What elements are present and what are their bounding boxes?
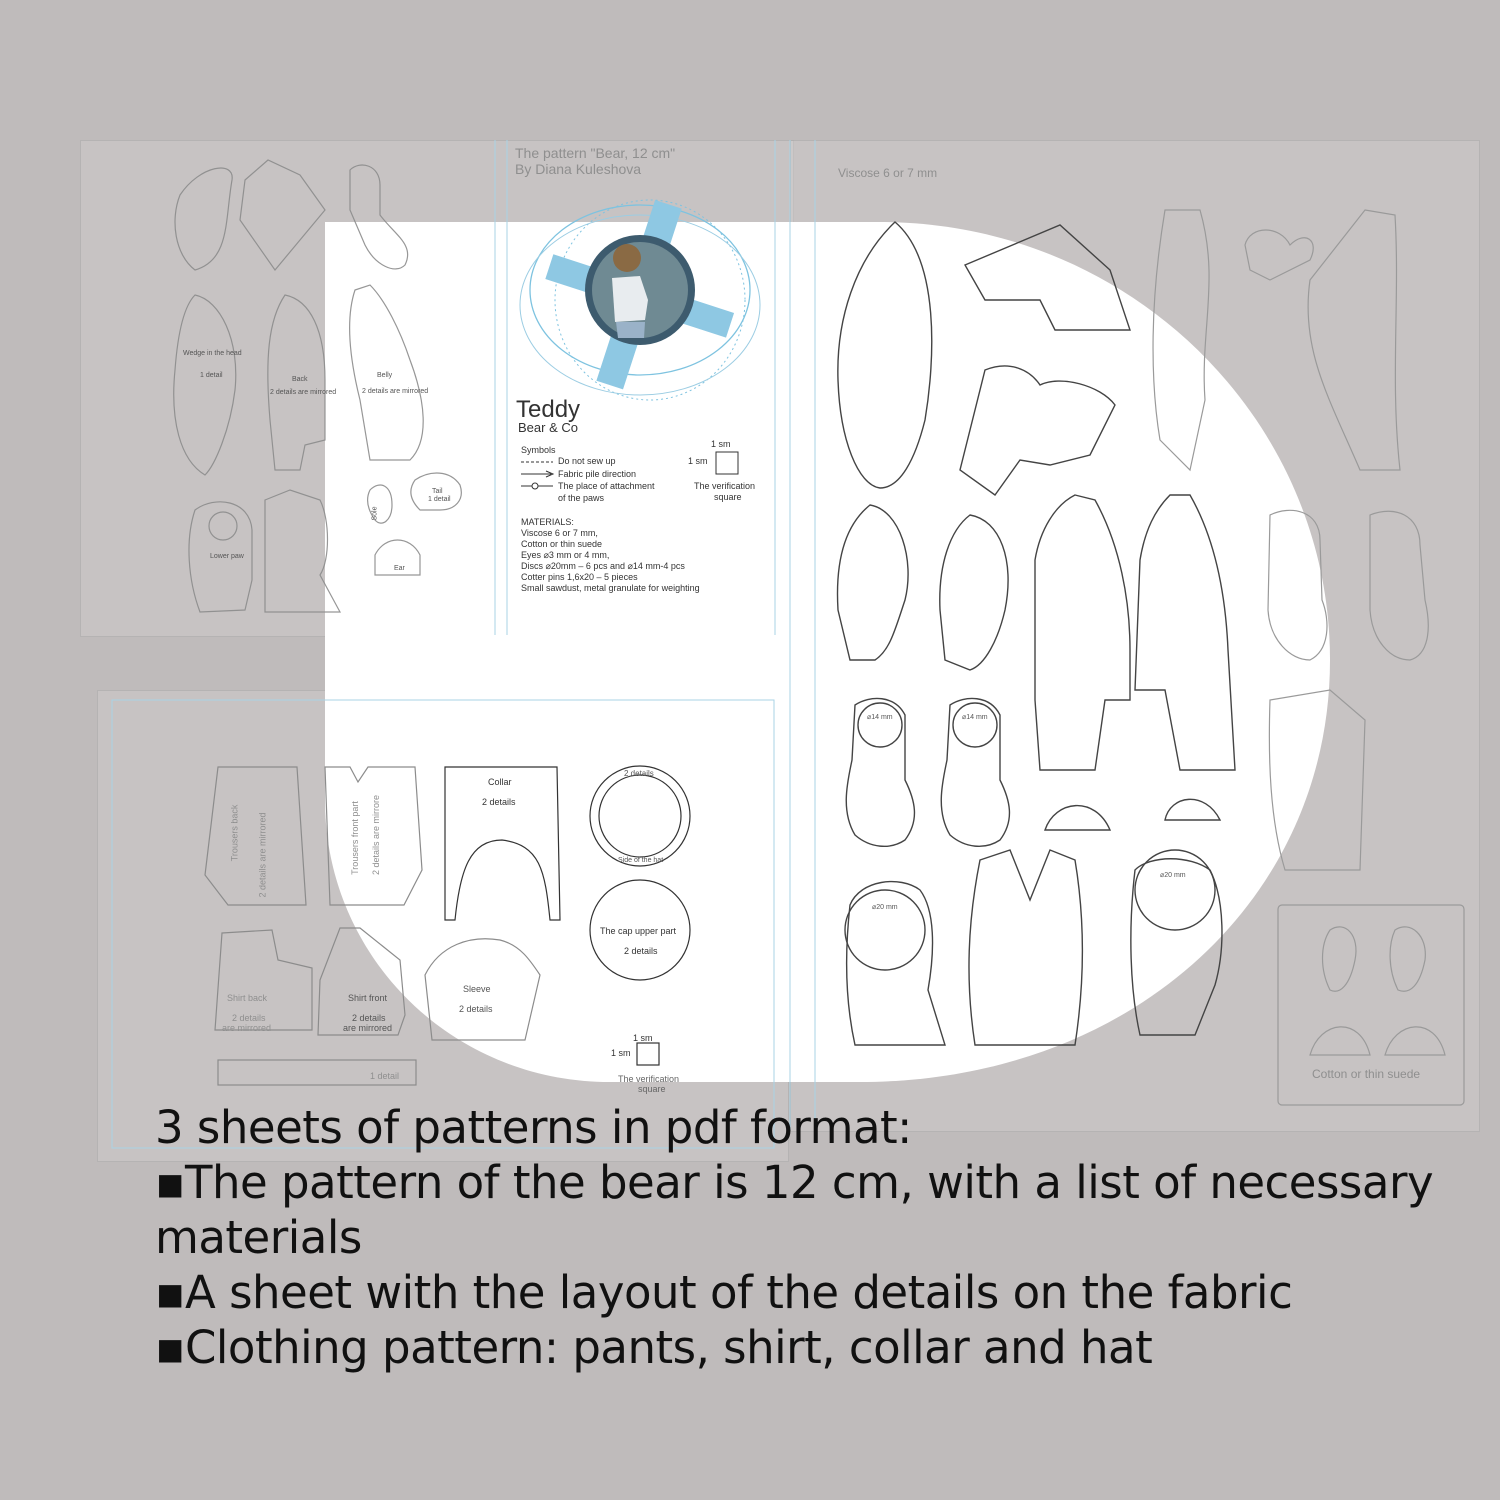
label-tail-note: 1 detail — [428, 496, 451, 503]
symbols-heading: Symbols — [521, 445, 556, 455]
material-item: Viscose 6 or 7 mm, — [521, 528, 598, 538]
label-collar: Collar — [488, 777, 512, 787]
label-lower-paw: Lower paw — [210, 553, 244, 560]
label-sleeve: Sleeve — [463, 984, 491, 994]
label-viscose: Viscose 6 or 7 mm — [838, 166, 938, 180]
material-item: Eyes ⌀3 mm or 4 mm, — [521, 550, 610, 560]
material-item: Cotter pins 1,6x20 – 5 pieces — [521, 572, 638, 582]
label-cotton: Cotton or thin suede — [1312, 1067, 1421, 1081]
symbol-attach-paws-2: of the paws — [558, 493, 605, 503]
label-shirt-front: Shirt front — [348, 993, 388, 1003]
label-disc-14-b: ⌀14 mm — [962, 714, 988, 721]
materials-heading: MATERIALS: — [521, 517, 574, 527]
label-wedge-note: 1 detail — [200, 372, 223, 379]
label-shirt-front-note-2: are mirrored — [343, 1023, 393, 1033]
caption-line-2: ▪The pattern of the bear is 12 cm, with a list of necessary materials — [155, 1156, 1434, 1264]
label-hat-side: Side of the hat — [618, 857, 664, 864]
label-shirt-front-note-1: 2 details — [352, 1013, 386, 1023]
caption-line-1: 3 sheets of patterns in pdf format: — [155, 1101, 912, 1154]
caption — [155, 1100, 1445, 1375]
label-belly-note: 2 details are mirrored — [362, 388, 429, 395]
label-strip-note: 1 detail — [370, 1071, 400, 1081]
label-wedge: Wedge in the head — [183, 350, 242, 357]
label-collar-note: 2 details — [482, 797, 516, 807]
material-item: Small sawdust, metal granulate for weighting — [521, 583, 700, 593]
material-item: Cotton or thin suede — [521, 539, 603, 549]
caption-line-3: ▪A sheet with the layout of the details on the fabric — [155, 1266, 1293, 1319]
label-shirt-back-note-2: are mirrored — [222, 1023, 272, 1033]
caption-line-4: ▪Clothing pattern: pants, shirt, collar and hat — [155, 1321, 1153, 1374]
label-cap-upper-note: 2 details — [624, 946, 658, 956]
symbol-pile-direction: Fabric pile direction — [558, 469, 637, 479]
label-sole: Sole — [371, 506, 379, 521]
verification-label-2: square — [714, 492, 742, 502]
label-ear: Ear — [394, 565, 405, 572]
label-tail: Tail — [432, 488, 443, 495]
brand-main: Teddy — [516, 396, 581, 423]
label-trousers-back-note: 2 details are mirrored — [257, 812, 268, 898]
label-belly: Belly — [377, 372, 393, 379]
verification-size-top: 1 sm — [711, 439, 731, 449]
label-shirt-back-note-1: 2 details — [232, 1013, 266, 1023]
bottom-verif-size-top: 1 sm — [633, 1033, 653, 1043]
label-disc-20-b: ⌀20 mm — [1160, 872, 1186, 879]
label-trousers-front: Trousers front part — [349, 801, 360, 875]
bottom-verif-label-1: The verification — [618, 1074, 680, 1084]
label-back: Back — [292, 376, 308, 383]
label-sleeve-note: 2 details — [459, 1004, 493, 1014]
symbol-attach-paws-1: The place of attachment — [558, 481, 655, 491]
pattern-title: The pattern "Bear, 12 cm" — [515, 145, 676, 161]
symbol-do-not-sew: Do not sew up — [558, 456, 616, 466]
label-cap-upper: The cap upper part — [600, 926, 677, 936]
label-hat-side-note: 2 details — [624, 769, 654, 778]
spotlight-shape — [325, 222, 1330, 1082]
label-disc-20-a: ⌀20 mm — [872, 904, 898, 911]
label-trousers-back: Trousers back — [229, 804, 240, 862]
pattern-author: By Diana Kuleshova — [515, 161, 642, 177]
verification-label-1: The verification — [694, 481, 756, 491]
bottom-verif-label-2: square — [638, 1084, 666, 1094]
label-shirt-back: Shirt back — [227, 993, 268, 1003]
verification-size-side: 1 sm — [688, 456, 708, 466]
label-back-note: 2 details are mirrored — [270, 389, 337, 396]
materials-list — [521, 528, 700, 594]
label-disc-14-a: ⌀14 mm — [867, 714, 893, 721]
bottom-verif-size-side: 1 sm — [611, 1048, 631, 1058]
material-item: Discs ⌀20mm – 6 pcs and ⌀14 mm-4 pcs — [521, 561, 685, 571]
label-trousers-front-note: 2 details are mirrore — [371, 794, 382, 876]
brand-sub: Bear & Co — [518, 420, 578, 435]
